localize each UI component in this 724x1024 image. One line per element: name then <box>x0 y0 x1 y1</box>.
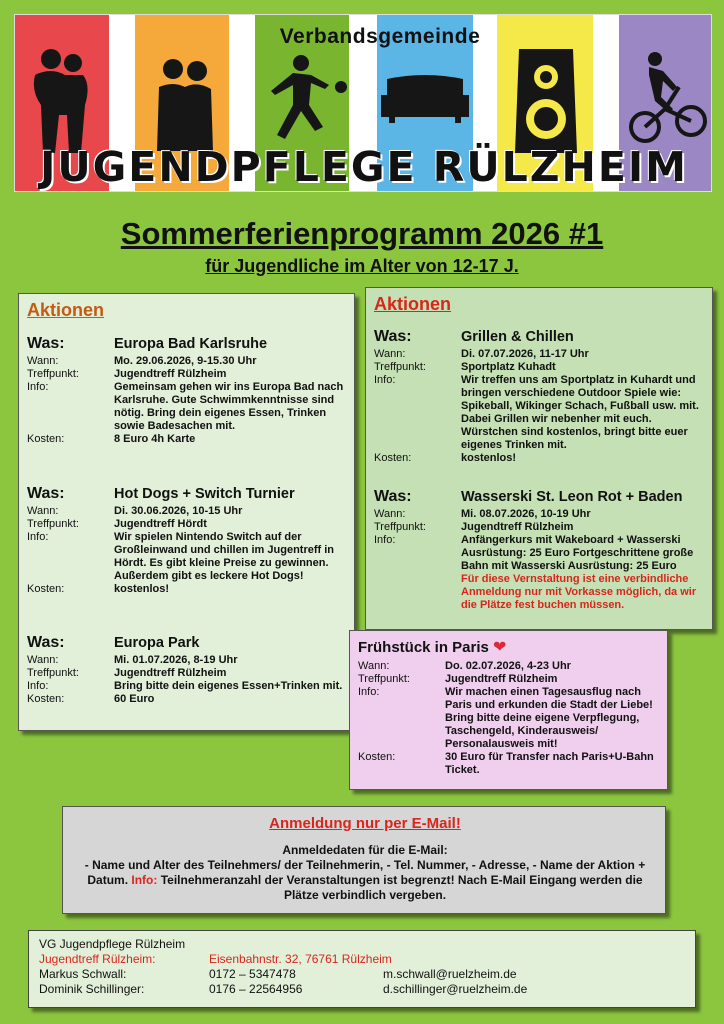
info-label: Info: <box>358 686 380 698</box>
soccer-player-icon <box>263 53 349 153</box>
verbandsgemeinde-label: Verbandsgemeinde <box>279 25 481 48</box>
info-value: Bring bitte dein eigenes Essen+Trinken mit. <box>114 680 343 692</box>
wann-value: Do. 02.07.2026, 4-23 Uhr <box>445 660 571 672</box>
contact-box <box>28 930 696 1008</box>
treffpunkt-value: Jugendtreff Rülzheim <box>114 667 227 679</box>
kosten-label: Kosten: <box>27 693 65 705</box>
wann-label: Wann: <box>358 660 390 672</box>
event-card-hot-dogs <box>27 485 349 596</box>
registration-intro: Anmeldedaten für die E-Mail: <box>282 843 448 857</box>
event-title: Europa Bad Karlsruhe <box>114 336 268 352</box>
page-subtitle: für Jugendliche im Alter von 12-17 J. <box>205 256 519 276</box>
wann-label: Wann: <box>27 654 59 666</box>
info-value: Wir treffen uns am Sportplatz in Kuhardt und bringen verschiedene Outdoor Spiele wie: Spikeball, Wikinger Schach, Fußball usw. mit. Dabei Grillen wir nebenher mit euch. Würstchen sind kostenlos, bringt bitte euer eigenes Trinken mit. <box>461 374 699 451</box>
registration-notice: Teilnehmeranzahl der Veranstaltungen ist begrenzt! Nach E-Mail Eingang werden die Plätze verbindlich vergeben. <box>160 873 643 902</box>
left-actions-box <box>18 293 355 731</box>
wann-label: Wann: <box>374 348 406 360</box>
wann-value: Mi. 08.07.2026, 10-19 Uhr <box>461 508 591 520</box>
info-value: Gemeinsam gehen wir ins Europa Bad nach Karlsruhe. Gute Schwimmkenntnisse sind nötig. Bring dein eigenes Essen, Trinken sowie Badesachen mit. <box>114 381 344 432</box>
was-label: Was: <box>374 488 412 505</box>
event-title: Europa Park <box>114 635 200 651</box>
treffpunkt-value: Jugendtreff Hördt <box>114 518 207 530</box>
group-silhouette-icon <box>153 57 217 153</box>
wann-value: Di. 07.07.2026, 11-17 Uhr <box>461 348 589 360</box>
treffpunkt-label: Treffpunkt: <box>358 673 410 685</box>
speaker-icon <box>515 49 577 153</box>
event-title: Hot Dogs + Switch Turnier <box>114 486 295 502</box>
registration-box <box>62 806 666 914</box>
treffpunkt-value: Sportplatz Kuhadt <box>461 361 556 373</box>
right-section-heading: Aktionen <box>374 294 452 314</box>
kosten-value: 60 Euro <box>114 693 155 705</box>
contact-email[interactable]: d.schillinger@ruelzheim.de <box>383 982 528 996</box>
header-banner <box>14 14 712 192</box>
event-card-wasserski <box>374 488 708 612</box>
info-label: Info: <box>131 873 158 887</box>
page-title: Sommerferienprogramm 2026 #1 <box>120 216 604 251</box>
info-value: Wir spielen Nintendo Switch auf der Großleinwand und chillen im Jugentreff in Hördt. Es gibt kleine Preise zu gewinnen. Außerdem gibt es leckere Hot Dogs! <box>114 531 335 582</box>
couple-silhouette-icon <box>25 45 99 155</box>
treffpunkt-value: Jugendtreff Rülzheim <box>461 521 574 533</box>
paris-event-box <box>349 630 668 790</box>
wann-value: Mo. 29.06.2026, 9-15.30 Uhr <box>114 355 257 367</box>
event-title: Frühstück in Paris <box>358 639 489 656</box>
brand-title: JUGENDPFLEGE RÜLZHEIM <box>40 143 688 191</box>
contact-phone[interactable]: 0176 – 22564956 <box>209 982 303 996</box>
kosten-value: 30 Euro für Transfer nach Paris+U-Bahn Ticket. <box>445 751 654 776</box>
kosten-label: Kosten: <box>358 751 396 763</box>
treffpunkt-label: Treffpunkt: <box>374 361 426 373</box>
info-label: Info: <box>374 534 396 546</box>
kosten-value: 8 Euro 4h Karte <box>114 433 196 445</box>
paris-details <box>358 660 662 777</box>
left-section-heading: Aktionen <box>27 300 105 320</box>
kosten-value: kostenlos! <box>114 583 170 595</box>
kosten-label: Kosten: <box>374 452 412 464</box>
right-actions-box <box>365 287 713 630</box>
booking-warning: Für diese Vernstaltung ist eine verbindliche Anmeldung nur mit Vorkasse möglich, da wir die Plätze fest buchen müssen. <box>461 573 697 611</box>
wann-label: Wann: <box>27 355 59 367</box>
contact-name: Dominik Schillinger: <box>39 982 145 996</box>
kosten-value: kostenlos! <box>461 452 517 464</box>
venue-label: Jugendtreff Rülzheim: <box>39 952 156 966</box>
treffpunkt-label: Treffpunkt: <box>374 521 426 533</box>
treffpunkt-label: Treffpunkt: <box>27 667 79 679</box>
info-label: Info: <box>27 381 49 393</box>
was-label: Was: <box>27 634 65 651</box>
was-label: Was: <box>27 485 65 502</box>
contact-phone[interactable]: 0172 – 5347478 <box>209 967 296 981</box>
was-label: Was: <box>374 328 412 345</box>
contact-email[interactable]: m.schwall@ruelzheim.de <box>383 967 517 981</box>
event-title: Grillen & Chillen <box>461 329 574 345</box>
treffpunkt-label: Treffpunkt: <box>27 518 79 530</box>
registration-text <box>73 843 657 903</box>
treffpunkt-label: Treffpunkt: <box>27 368 79 380</box>
sofa-icon <box>379 73 471 123</box>
event-title: Wasserski St. Leon Rot + Baden <box>461 489 683 505</box>
wann-label: Wann: <box>374 508 406 520</box>
event-card-grillen <box>374 328 708 465</box>
wann-value: Di. 30.06.2026, 10-15 Uhr <box>114 505 243 517</box>
was-label: Was: <box>27 335 65 352</box>
treffpunkt-value: Jugendtreff Rülzheim <box>114 368 227 380</box>
info-value: Wir machen einen Tagesausflug nach Paris und erkunden die Stadt der Liebe! Bring bitte deine eigene Verpflegung, Taschengeld, Kinderausweis/ Personalausweis mit! <box>445 686 653 750</box>
event-card-europa-bad <box>27 335 349 446</box>
registration-requirements: - Name und Alter des Teilnehmers/ der Teilnehmerin, - Tel. Nummer, - Adresse, - Name der Aktion + Datum. <box>84 858 646 887</box>
info-label: Info: <box>27 531 49 543</box>
heart-icon: ❤ <box>493 639 507 656</box>
kosten-label: Kosten: <box>27 433 65 445</box>
bmx-rider-icon <box>629 51 709 147</box>
venue-address: Eisenbahnstr. 32, 76761 Rülzheim <box>209 952 392 966</box>
treffpunkt-value: Jugendtreff Rülzheim <box>445 673 558 685</box>
org-name: VG Jugendpflege Rülzheim <box>39 937 186 951</box>
wann-value: Mi. 01.07.2026, 8-19 Uhr <box>114 654 238 666</box>
info-value: Anfängerkurs mit Wakeboard + Wasserski Ausrüstung: 25 Euro Fortgeschrittene große Bahn mit Wasserski Ausrüstung: 25 Euro <box>461 534 694 572</box>
info-label: Info: <box>27 680 49 692</box>
event-card-europa-park <box>27 634 349 706</box>
contact-name: Markus Schwall: <box>39 967 127 981</box>
wann-label: Wann: <box>27 505 59 517</box>
kosten-label: Kosten: <box>27 583 65 595</box>
info-label: Info: <box>374 374 396 386</box>
registration-heading: Anmeldung nur per E-Mail! <box>269 815 461 832</box>
